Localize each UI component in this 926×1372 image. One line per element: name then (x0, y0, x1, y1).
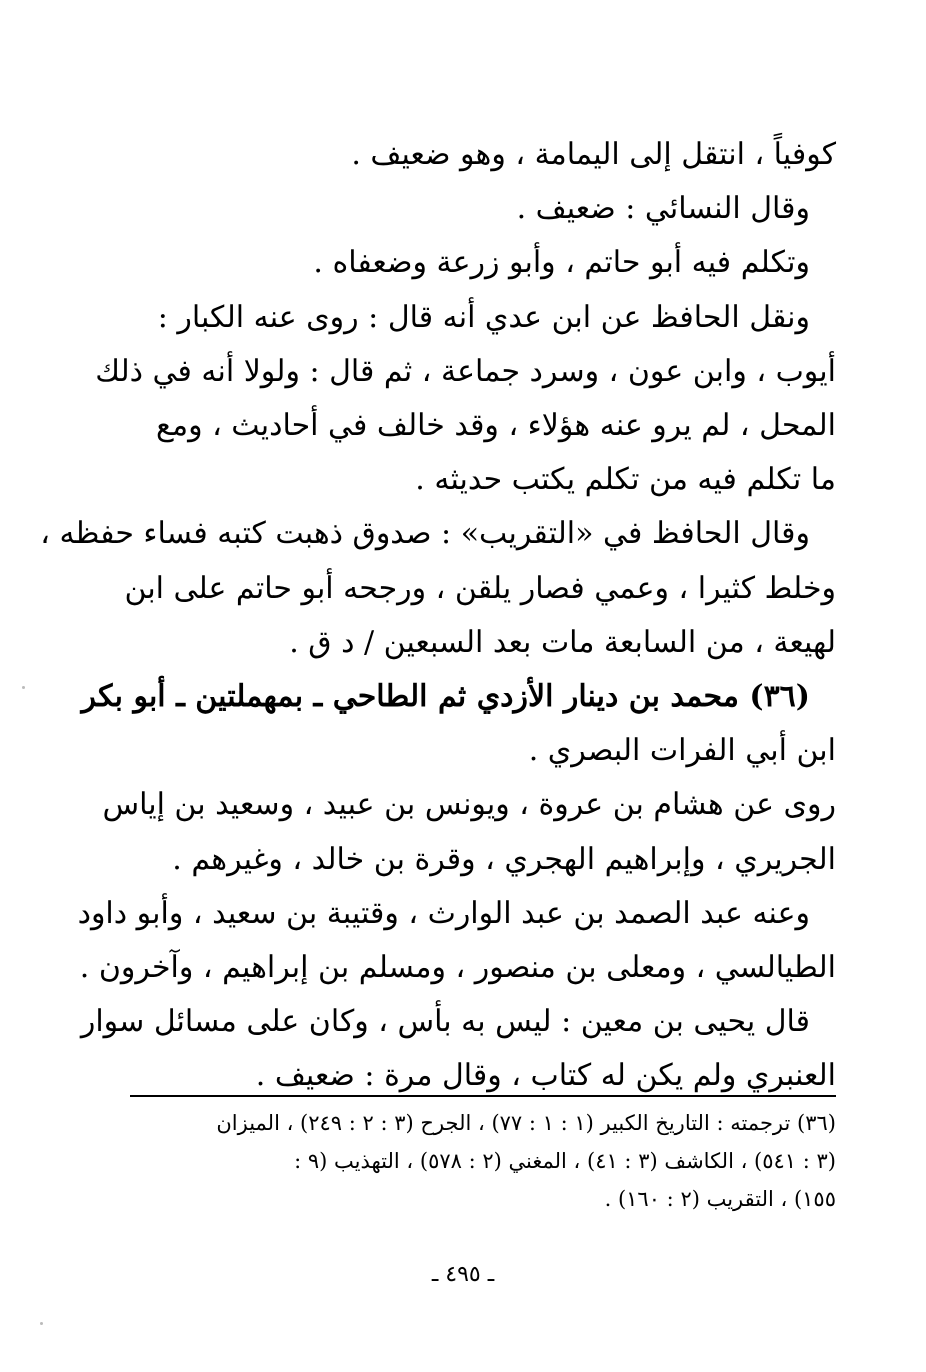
text-line: وقال الحافظ في «التقريب» : صدوق ذهبت كتبه فساء حفظه ، (40, 516, 810, 552)
text-line: وعنه عبد الصمد بن عبد الوارث ، وقتيبة بن سعيد ، وأبو داود (77, 895, 810, 931)
text-line: كوفياً ، انتقل إلى اليمامة ، وهو ضعيف . (351, 137, 836, 172)
text-line: وخلط كثيرا ، وعمي فصار يلقن ، ورجحه أبو حاتم على ابن (124, 570, 836, 606)
footnote-line: ١٥٥) ، التقريب (٢ : ١٦٠) . (604, 1187, 836, 1211)
text-line: ابن أبي الفرات البصري . (528, 733, 836, 769)
footnote-divider (130, 1095, 836, 1097)
text-line: الطيالسي ، ومعلى بن منصور ، ومسلم بن إبراهيم ، وآخرون . (79, 950, 836, 986)
text-line: ونقل الحافظ عن ابن عدي أنه قال : روى عنه الكبار : (157, 299, 810, 335)
text-line: روى عن هشام بن عروة ، ويونس بن عبيد ، وسعيد بن إياس (102, 787, 836, 823)
text-line: أيوب ، وابن عون ، وسرد جماعة ، ثم قال : ولولا أنه في ذلك (95, 353, 836, 389)
text-line: المحل ، لم يرو عنه هؤلاء ، وقد خالف في أحاديث ، ومع (156, 408, 836, 444)
text-line: وتكلم فيه أبو حاتم ، وأبو زرعة وضعفاه . (313, 245, 810, 281)
footnotes (130, 1104, 836, 1218)
text-line: ما تكلم فيه من تكلم يكتب حديثه . (415, 462, 836, 498)
main-text (40, 128, 836, 1104)
text-line: الجريري ، وإبراهيم الهجري ، وقرة بن خالد ، وغيرهم . (172, 841, 836, 877)
scan-speck (40, 1322, 43, 1325)
text-line: قال يحيى بن معين : ليس به بأس ، وكان على مسائل سوار (80, 1004, 810, 1040)
footnote-line: (٣ : ٥٤١) ، الكاشف (٣ : ٤١) ، المغني (٢ : ٥٧٨) ، التهذيب (٩ : (294, 1149, 836, 1173)
text-line: لهيعة ، من السابعة مات بعد السبعين / د ق . (289, 624, 836, 660)
page-number: ـ ٤٩٥ ـ (431, 1262, 495, 1287)
body-text-block (40, 128, 836, 1104)
scan-speck (22, 686, 25, 689)
entry-heading: (٣٦) محمد بن دينار الأزدي ثم الطاحي ـ بمهملتين ـ أبو بكر (81, 679, 810, 715)
footnote-line: (٣٦) ترجمته : التاريخ الكبير (١ : ١ : ٧٧) ، الجرح (٣ : ٢ : ٢٤٩) ، الميزان (216, 1111, 836, 1135)
text-line: العنبري ولم يكن له كتاب ، وقال مرة : ضعيف . (255, 1058, 836, 1094)
text-line: وقال النسائي : ضعيف . (516, 191, 810, 227)
